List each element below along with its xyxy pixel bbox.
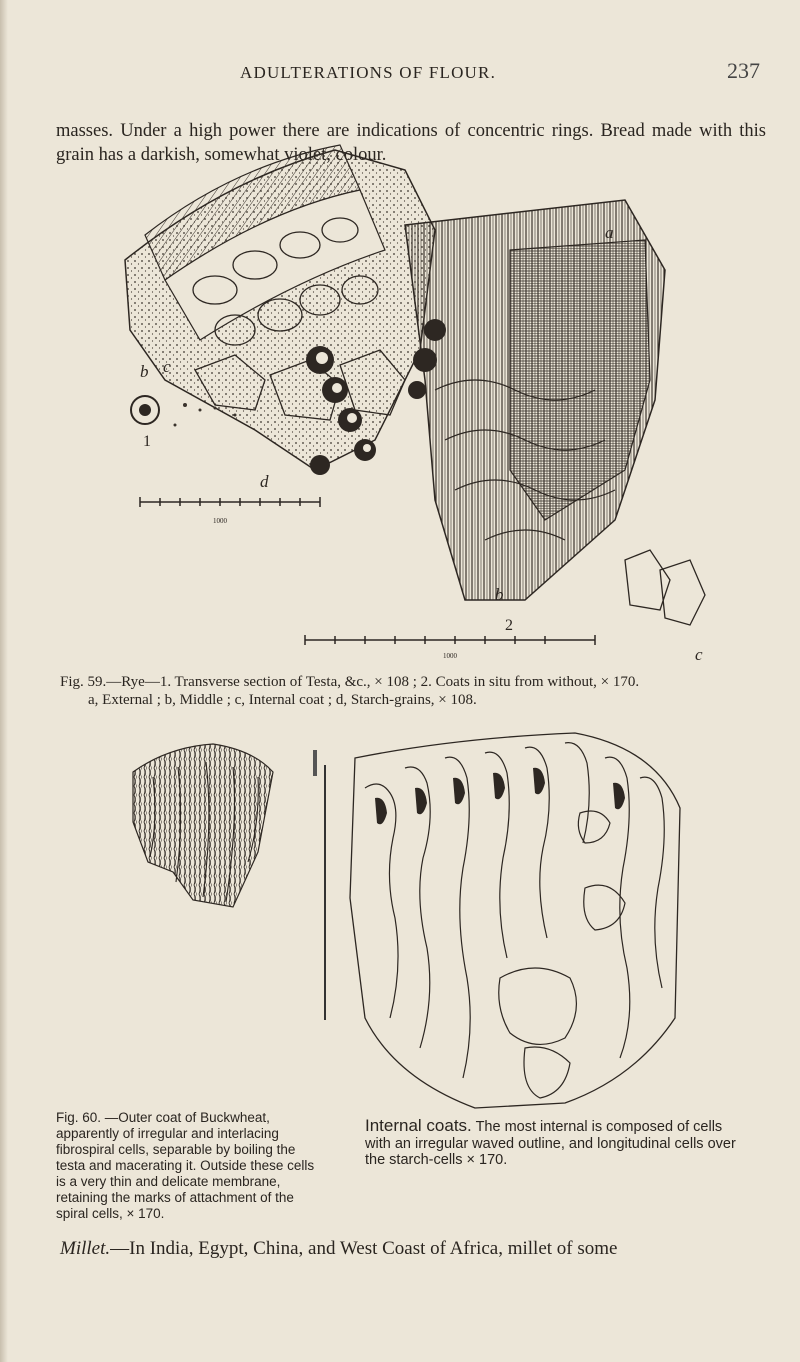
fig59-label-b2: b bbox=[495, 585, 504, 604]
page-number: 237 bbox=[727, 58, 760, 83]
fig59-label-a: a bbox=[605, 223, 614, 242]
fig59-scale-label-2: 1000 bbox=[443, 652, 457, 660]
running-title: ADULTERATIONS OF FLOUR. bbox=[240, 63, 497, 82]
fig59-section-2 bbox=[405, 200, 705, 625]
figure-59-caption bbox=[60, 673, 760, 709]
figure-60-outer-coat-illustration bbox=[118, 732, 283, 912]
fig59-label-b: b bbox=[140, 362, 149, 381]
bottom-paragraph bbox=[60, 1238, 780, 1260]
figure-60-marker bbox=[313, 750, 317, 776]
fig59-number-1: 1 bbox=[143, 433, 151, 450]
figure-60-caption-right bbox=[365, 1118, 750, 1169]
fig59-scale-bar-2 bbox=[305, 635, 595, 645]
figure-59-caption-line-1: Fig. 59.—Rye—1. Transverse section of Testa, &c., × 108 ; 2. Coats in situ from without, × 170. bbox=[60, 674, 640, 690]
fig59-scale-bar-1 bbox=[140, 497, 320, 507]
figure-60-scale-line bbox=[324, 765, 326, 1020]
intro-paragraph: masses. Under a high power there are indications of concentric rings. Bread made with this grain has a darkish, somewhat violet, colour. bbox=[56, 120, 766, 165]
bottom-paragraph-lead: Millet. bbox=[60, 1238, 111, 1259]
figure-60-caption-right-lead: Internal coats. bbox=[365, 1116, 472, 1135]
fig59-scale-label-1: 1000 bbox=[213, 517, 227, 525]
bottom-paragraph-text: —In India, Egypt, China, and West Coast of Africa, millet of some bbox=[110, 1238, 618, 1259]
figure-60-caption-left: Fig. 60. —Outer coat of Buckwheat, apparently of irregular and interlacing fibrospiral cells, separable by boiling the testa and macerating it. Outside these cells is a very thin and delicate membrane, retaining the marks of attachment of the spiral cells, × 170. bbox=[56, 1110, 315, 1221]
figure-60-internal-coats-illustration bbox=[335, 718, 690, 1113]
page-header bbox=[60, 58, 760, 84]
figure-59-caption-line-2: a, External ; b, Middle ; c, Internal coat ; d, Starch-grains, × 108. bbox=[88, 692, 477, 708]
fig59-number-2: 2 bbox=[505, 617, 513, 634]
figure-60-caption-right-text: The most internal is composed of cells with an irregular waved outline, and longitudinal cells over the starch-cells × 170. bbox=[365, 1119, 736, 1168]
fig59-section-1 bbox=[125, 145, 435, 475]
page-binding-shadow bbox=[0, 0, 8, 1362]
figure-59-rye-illustration bbox=[105, 140, 710, 670]
fig59-label-c2: c bbox=[695, 645, 703, 664]
fig59-label-c: c bbox=[163, 357, 171, 376]
fig59-label-d: d bbox=[260, 472, 269, 491]
